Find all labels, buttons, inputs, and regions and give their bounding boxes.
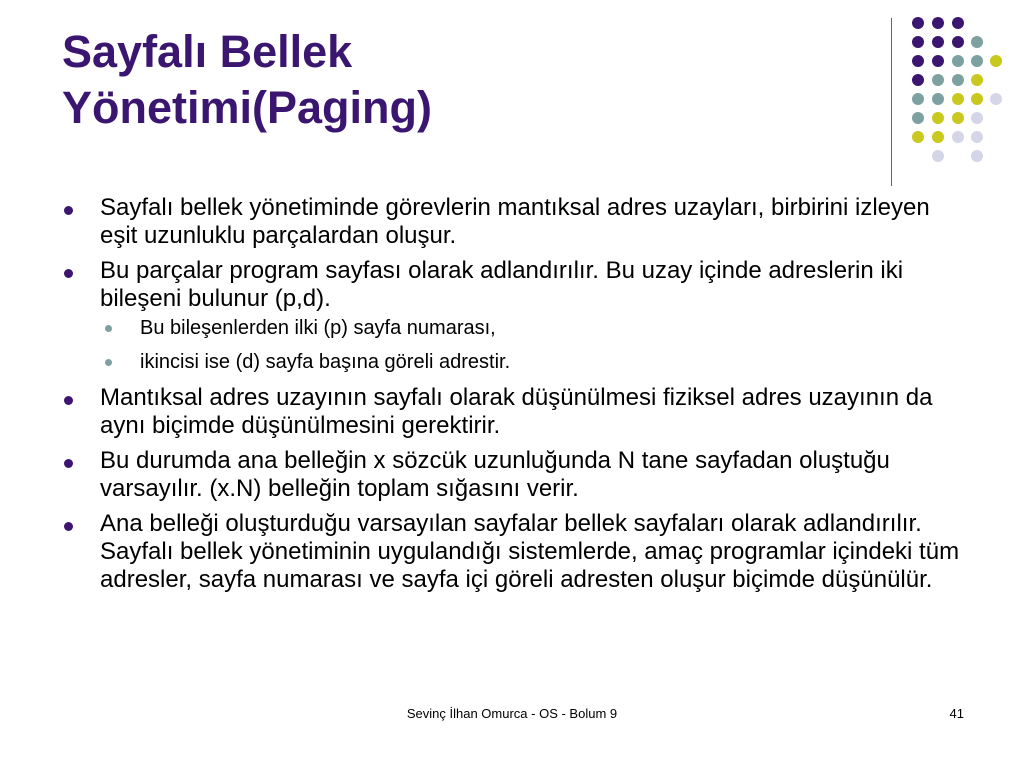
sub-bullet-text: ikincisi ise (d) sayfa başına göreli adrestir.: [140, 351, 511, 373]
decor-dot: [971, 74, 983, 86]
bullet-dot-icon: [64, 522, 73, 531]
bullet-dot-icon: [64, 459, 73, 468]
footer-author-text: Sevinç İlhan Omurca - OS - Bolum 9: [406, 706, 618, 721]
sub-bullet-text: Bu bileşenlerden ilki (p) sayfa numarası,: [140, 317, 496, 339]
title-divider-line: [891, 18, 892, 186]
bullet-item: [62, 447, 972, 503]
sub-bullet-item: [100, 316, 972, 340]
decor-dot: [932, 112, 944, 124]
decor-dot: [932, 93, 944, 105]
decor-dot: [952, 93, 964, 105]
sub-bullet-item: [100, 350, 972, 374]
decor-dot: [952, 112, 964, 124]
bullet-item: [62, 257, 972, 374]
decor-dot: [971, 150, 983, 162]
bullet-text: Bu parçalar program sayfası olarak adlandırılır. Bu uzay içinde adreslerin iki bileşeni bulunur (p,d).: [100, 257, 904, 312]
decor-dot: [932, 74, 944, 86]
decor-dot: [971, 55, 983, 67]
bullet-list: [62, 194, 972, 601]
decor-dot: [932, 150, 944, 162]
decor-dot: [932, 55, 944, 67]
decor-dot: [971, 112, 983, 124]
slide-title: [62, 24, 862, 136]
bullet-item: [62, 194, 972, 250]
bullet-text: Sayfalı bellek yönetiminde görevlerin mantıksal adres uzayları, birbirini izleyen eşit uzunluklu parçalardan oluşur.: [100, 194, 930, 249]
decor-dot: [990, 93, 1002, 105]
decor-dot: [932, 131, 944, 143]
title-line-2: Yönetimi(Paging): [62, 82, 432, 133]
decor-dot: [912, 112, 924, 124]
decor-dot: [971, 93, 983, 105]
decor-dot: [932, 17, 944, 29]
decor-dot: [952, 74, 964, 86]
decor-dot: [932, 36, 944, 48]
bullet-item: [62, 510, 972, 594]
sub-bullet-dot-icon: [105, 325, 112, 332]
sub-bullet-list: [100, 316, 972, 374]
decor-dot: [952, 36, 964, 48]
decor-dot: [990, 55, 1002, 67]
bullet-text: Bu durumda ana belleğin x sözcük uzunluğunda N tane sayfadan oluştuğu varsayılır. (x.N) belleğin toplam sığasını verir.: [100, 447, 890, 502]
decor-dot: [912, 74, 924, 86]
decor-dot: [912, 36, 924, 48]
bullet-text: Mantıksal adres uzayının sayfalı olarak düşünülmesi fiziksel adres uzayının da aynı biçimde düşünülmesini gerektirir.: [100, 384, 933, 439]
decor-dot: [952, 55, 964, 67]
decor-dot: [912, 93, 924, 105]
decor-dot: [952, 131, 964, 143]
bullet-item: [62, 384, 972, 440]
decor-dot: [912, 131, 924, 143]
title-line-1: Sayfalı Bellek: [62, 26, 353, 77]
bullet-dot-icon: [64, 396, 73, 405]
bullet-dot-icon: [64, 206, 73, 215]
page-number: 41: [949, 706, 964, 721]
decor-dot: [971, 131, 983, 143]
bullet-dot-icon: [64, 269, 73, 278]
decor-dot: [912, 17, 924, 29]
sub-bullet-dot-icon: [105, 359, 112, 366]
decor-dot: [971, 36, 983, 48]
decor-dot: [952, 17, 964, 29]
decor-dot: [912, 55, 924, 67]
bullet-text: Ana belleği oluşturduğu varsayılan sayfalar bellek sayfaları olarak adlandırılır. Sayfalı bellek yönetiminin uygulandığı sistemlerde, amaç programlar içindeki tüm adresler, sayfa numarası ve sayfa içi göreli adresten oluşur biçimde düşünülür.: [100, 510, 960, 593]
